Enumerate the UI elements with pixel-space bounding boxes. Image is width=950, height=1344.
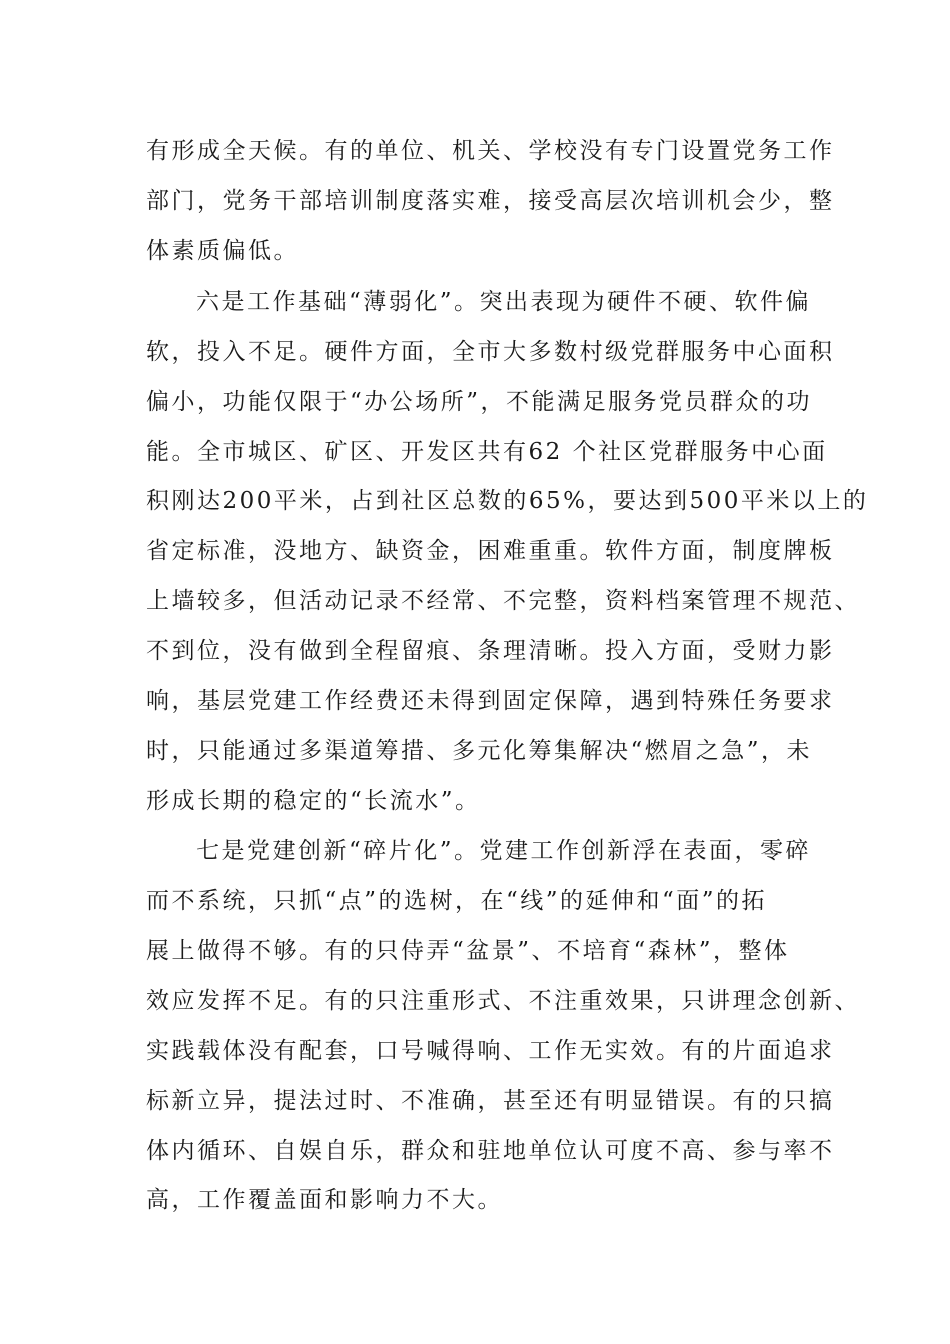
paragraph-2-line-1: 六是工作基础“薄弱化”。突出表现为硬件不硬、软件偏 xyxy=(196,289,812,315)
paragraph-3-line-4: 效应发挥不足。有的只注重形式、不注重效果，只讲理念创新、 xyxy=(146,988,860,1014)
paragraph-3-line-3: 展上做得不够。有的只侍弄“盆景”、不培育“森林”，整体 xyxy=(146,938,790,964)
paragraph-2-line-9: 响，基层党建工作经费还未得到固定保障，遇到特殊任务要求 xyxy=(146,688,835,714)
paragraph-3-line-2: 而不系统，只抓“点”的选树，在“线”的延伸和“面”的拓 xyxy=(146,888,768,914)
paragraph-3-line-5: 实践载体没有配套，口号喊得响、工作无实效。有的片面追求 xyxy=(146,1038,835,1064)
paragraph-2-line-5: 积刚达200平米，占到社区总数的65%，要达到500平米以上的 xyxy=(146,488,869,514)
paragraph-3-line-7: 体内循环、自娱自乐，群众和驻地单位认可度不高、参与率不 xyxy=(146,1138,835,1164)
paragraph-2-line-10: 时，只能通过多渠道筹措、多元化筹集解决“燃眉之急”，未 xyxy=(146,738,813,764)
paragraph-3-line-6: 标新立异，提法过时、不准确，甚至还有明显错误。有的只搞 xyxy=(146,1088,835,1114)
paragraph-2-line-3: 偏小，功能仅限于“办公场所”，不能满足服务党员群众的功 xyxy=(146,389,813,415)
paragraph-2-line-11: 形成长期的稳定的“长流水”。 xyxy=(146,788,481,814)
paragraph-2-line-6: 省定标准，没地方、缺资金，困难重重。软件方面，制度牌板 xyxy=(146,538,835,564)
paragraph-2-line-4: 能。全市城区、矿区、开发区共有62 个社区党群服务中心面 xyxy=(146,439,828,465)
paragraph-1-line-1: 有形成全天候。有的单位、机关、学校没有专门设置党务工作 xyxy=(146,138,835,164)
paragraph-1-line-3: 体素质偏低。 xyxy=(146,238,299,264)
paragraph-2-line-2: 软，投入不足。硬件方面，全市大多数村级党群服务中心面积 xyxy=(146,339,835,365)
paragraph-2-line-8: 不到位，没有做到全程留痕、条理清晰。投入方面，受财力影 xyxy=(146,638,835,664)
paragraph-3-line-8: 高，工作覆盖面和影响力不大。 xyxy=(146,1187,503,1213)
paragraph-3-line-1: 七是党建创新“碎片化”。党建工作创新浮在表面，零碎 xyxy=(196,838,812,864)
paragraph-2-line-7: 上墙较多，但活动记录不经常、不完整，资料档案管理不规范、 xyxy=(146,588,860,614)
paragraph-1-line-2: 部门，党务干部培训制度落实难，接受高层次培训机会少，整 xyxy=(146,188,835,214)
